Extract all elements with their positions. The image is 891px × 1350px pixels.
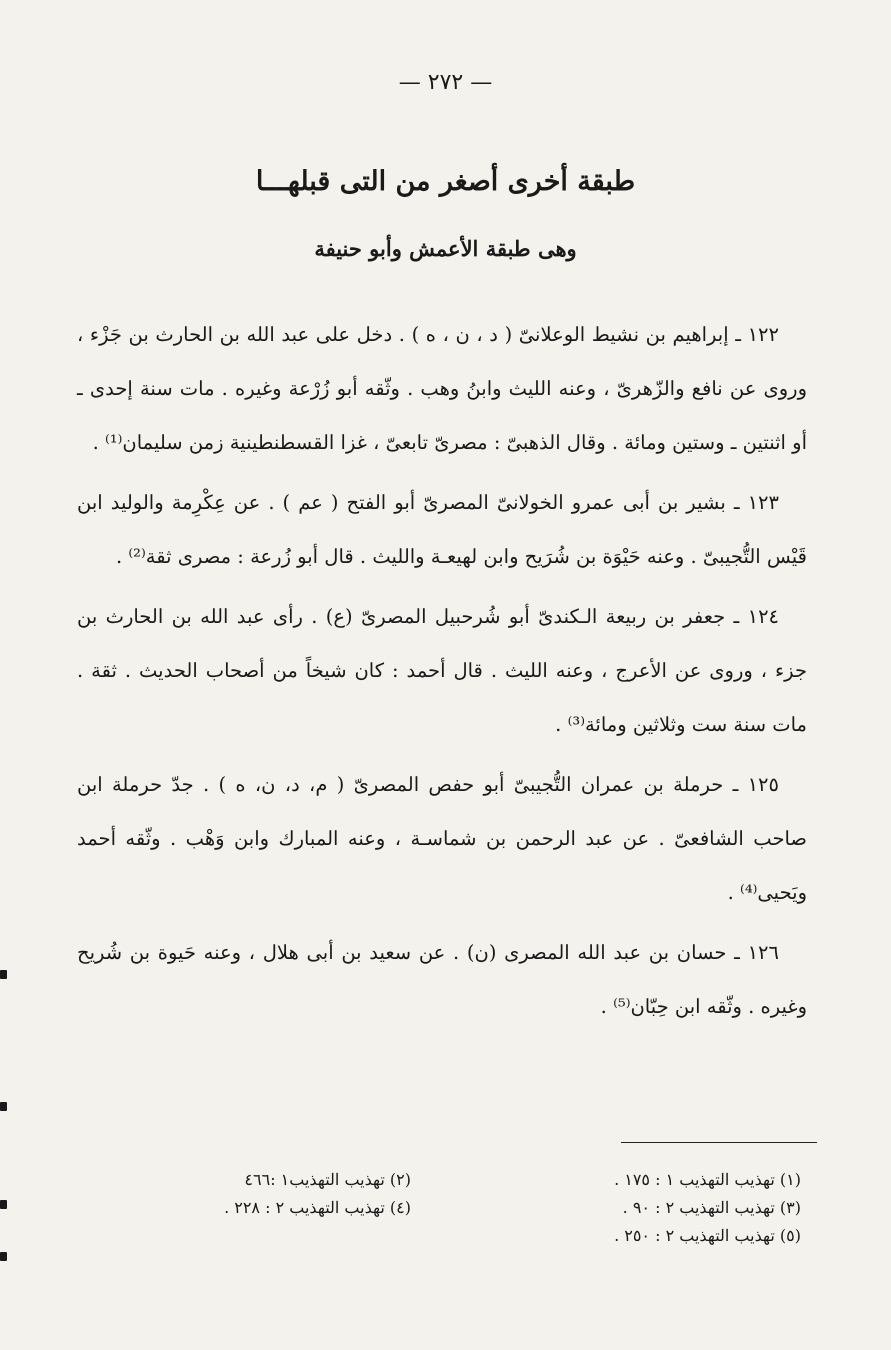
entry-123 — [77, 476, 807, 584]
footnote-2: (٢) تهذيب التهذيب١ :٤٦٦ — [244, 1170, 411, 1189]
chapter-title: طبقة أخرى أصغر من التى قبلهـــا — [255, 166, 636, 197]
entry-125 — [77, 758, 807, 920]
entry-122 — [77, 308, 807, 470]
footnote-3: (٣) تهذيب التهذيب ٢ : ٩٠ . — [622, 1198, 801, 1217]
footnote-4: (٤) تهذيب التهذيب ٢ : ٢٢٨ . — [224, 1198, 411, 1217]
margin-mark — [0, 970, 7, 979]
entry-number: ١٢٣ ـ — [733, 491, 779, 514]
entry-text: جعفر بن ربيعة الـكندىّ أبو شُرحبيل المصرىّ (ع) . رأى عبد الله بن الحارث بن جزء ، وروى عن الأعرج ، وعنه الليث . قال أحمد : كان شيخاً من أصحاب الحديث . ثقة . مات سنة ست وثلاثين ومائة⁽³⁾ . — [77, 605, 807, 736]
margin-mark — [0, 1200, 7, 1209]
entry-number: ١٢٦ ـ — [734, 941, 779, 964]
footnotes-right-column — [451, 1166, 801, 1250]
entry-text: حسان بن عبد الله المصرى (ن) . عن سعيد بن أبى هلال ، وعنه حَيوة بن شُريح وغيره . وثّقه ابن حِبّان⁽⁵⁾ . — [77, 941, 807, 1018]
entry-text: إبراهيم بن نشيط الوعلانىّ ( د ، ن ، ه ) . دخل على عبد الله بن الحارث بن جَزْء ، وروى عن نافع والزّهرىّ ، وعنه الليث وابنُ وهب . وثّقه أبو زُرْعة وغيره . مات سنة إحدى ـ أو اثنتين ـ وستين ومائة . وقال الذهبىّ : مصرىّ تابعىّ ، غزا القسطنطينية زمن سليمان⁽¹⁾ . — [77, 323, 807, 454]
margin-mark — [0, 1102, 7, 1111]
entry-124 — [77, 590, 807, 752]
page-number: — ٢٧٢ — — [398, 70, 493, 95]
entry-number: ١٢٥ ـ — [732, 773, 779, 796]
entry-126 — [77, 926, 807, 1034]
footnotes-left-column — [101, 1166, 451, 1250]
footnote-divider — [621, 1142, 817, 1143]
footnote-5: (٥) تهذيب التهذيب ٢ : ٢٥٠ . — [614, 1226, 801, 1245]
entry-text: بشير بن أبى عمرو الخولانىّ المصرىّ أبو الفتح ( عم ) . عن عِكْرِمة والوليد ابن قَيْس التُّجيبىّ . وعنه حَيْوَة بن شُرَيح وابن لهيعـة والليث . قال أبو زُرعة : مصرى ثقة⁽²⁾ . — [77, 491, 807, 568]
footnotes — [101, 1166, 801, 1250]
entry-number: ١٢٢ ـ — [735, 323, 779, 346]
entry-text: حرملة بن عمران التُّجيبىّ أبو حفص المصرىّ ( م، د، ن، ه ) . جدّ حرملة ابن صاحب الشافعىّ . عن عبد الرحمن بن شماسـة ، وعنه المبارك وابن وَهْب . وثّقه أحمد ويَحيى⁽⁴⁾ . — [77, 773, 807, 904]
entry-number: ١٢٤ ـ — [733, 605, 780, 628]
footnote-1: (١) تهذيب التهذيب ١ : ١٧٥ . — [614, 1170, 801, 1189]
chapter-subtitle: وهى طبقة الأعمش وأبو حنيفة — [314, 236, 577, 261]
entries-list — [77, 308, 807, 1040]
margin-mark — [0, 1252, 7, 1261]
